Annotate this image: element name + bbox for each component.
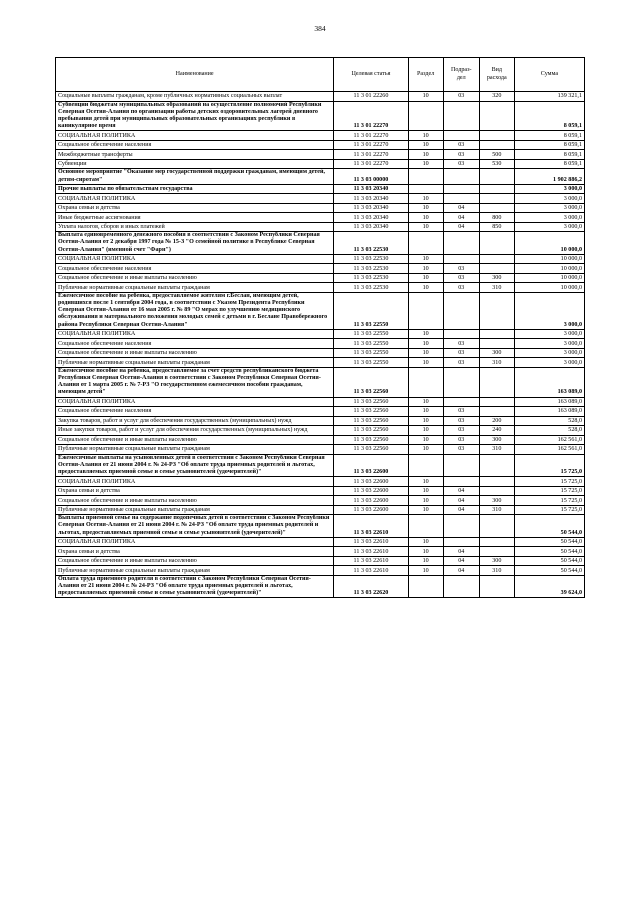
cell-target-article: 11 3 01 22270 bbox=[334, 159, 408, 169]
cell-subsection bbox=[443, 515, 479, 538]
cell-section: 10 bbox=[408, 486, 443, 496]
cell-name: Ежемесячное пособие на ребенка, предоставляемое жителям г.Беслан, имеющим детей, родившихся после 1 сентября 2004 года, в соответствии с Указом Президента Республики Северная Осетия-Алания от 16 мая 2005 г. № 89 "О мерах по улучшению медицинского обслуживания и материального положения молодых семей с детьми в г. Беслане Правобережного района Республики Северная Осетия-Алания" bbox=[56, 292, 334, 329]
cell-sum: 528,0 bbox=[514, 416, 584, 426]
cell-expense-kind: 310 bbox=[479, 566, 514, 576]
cell-sum: 3 000,0 bbox=[514, 339, 584, 349]
cell-section bbox=[408, 292, 443, 329]
table-row bbox=[56, 348, 585, 358]
table-row bbox=[56, 367, 585, 397]
cell-expense-kind bbox=[479, 184, 514, 194]
cell-target-article: 11 3 03 22600 bbox=[334, 477, 408, 487]
header-name: Наименование bbox=[56, 58, 334, 92]
cell-sum: 1 902 886,2 bbox=[514, 169, 584, 184]
cell-section: 10 bbox=[408, 477, 443, 487]
cell-section: 10 bbox=[408, 92, 443, 102]
cell-subsection: 03 bbox=[443, 445, 479, 455]
cell-name: Социальное обеспечение и иные выплаты населению bbox=[56, 435, 334, 445]
cell-name: Основное мероприятие "Оказание мер государственной поддержки гражданам, имеющим детей, детям-сиротам" bbox=[56, 169, 334, 184]
cell-name: Публичные нормативные социальные выплаты гражданам bbox=[56, 283, 334, 293]
cell-target-article: 11 3 03 20340 bbox=[334, 222, 408, 232]
cell-expense-kind bbox=[479, 367, 514, 397]
cell-target-article: 11 3 01 22260 bbox=[334, 92, 408, 102]
cell-name: СОЦИАЛЬНАЯ ПОЛИТИКА bbox=[56, 329, 334, 339]
cell-subsection: 03 bbox=[443, 407, 479, 417]
cell-expense-kind: 300 bbox=[479, 556, 514, 566]
header-sum: Сумма bbox=[514, 58, 584, 92]
table-row bbox=[56, 150, 585, 160]
cell-sum: 10 000,0 bbox=[514, 264, 584, 274]
cell-subsection: 03 bbox=[443, 92, 479, 102]
table-row bbox=[56, 537, 585, 547]
cell-subsection bbox=[443, 397, 479, 407]
cell-subsection: 04 bbox=[443, 505, 479, 515]
cell-sum: 10 000,0 bbox=[514, 283, 584, 293]
cell-section: 10 bbox=[408, 150, 443, 160]
cell-sum: 3 000,0 bbox=[514, 184, 584, 194]
cell-target-article: 11 3 03 22610 bbox=[334, 556, 408, 566]
cell-target-article: 11 3 03 22530 bbox=[334, 254, 408, 264]
cell-target-article: 11 3 03 20340 bbox=[334, 184, 408, 194]
table-row bbox=[56, 486, 585, 496]
cell-name: Публичные нормативные социальные выплаты гражданам bbox=[56, 566, 334, 576]
cell-target-article: 11 3 03 22560 bbox=[334, 445, 408, 455]
cell-section: 10 bbox=[408, 140, 443, 150]
cell-section bbox=[408, 232, 443, 255]
table-row bbox=[56, 264, 585, 274]
cell-subsection: 03 bbox=[443, 348, 479, 358]
cell-name: Уплата налогов, сборов и иных платежей bbox=[56, 222, 334, 232]
cell-section: 10 bbox=[408, 445, 443, 455]
cell-subsection: 04 bbox=[443, 547, 479, 557]
cell-section bbox=[408, 454, 443, 477]
cell-name: Ежемесячное пособие на ребенка, предоставляемое за счет средств республиканского бюджета Республики Северная Осетия-Алания в соответствии с Законом Республики Северная Осетия-Алания от 1 марта 2005 г. № 7-РЗ "О государственном ежемесячном пособии гражданам, имеющим детей" bbox=[56, 367, 334, 397]
cell-expense-kind: 310 bbox=[479, 445, 514, 455]
cell-expense-kind bbox=[479, 454, 514, 477]
cell-name: Публичные нормативные социальные выплаты гражданам bbox=[56, 505, 334, 515]
cell-subsection: 04 bbox=[443, 566, 479, 576]
cell-target-article: 11 3 03 22610 bbox=[334, 547, 408, 557]
cell-sum: 8 059,1 bbox=[514, 140, 584, 150]
cell-sum: 3 000,0 bbox=[514, 358, 584, 368]
cell-expense-kind bbox=[479, 169, 514, 184]
table-row bbox=[56, 131, 585, 141]
table-row bbox=[56, 169, 585, 184]
cell-subsection bbox=[443, 131, 479, 141]
cell-target-article: 11 3 03 22530 bbox=[334, 283, 408, 293]
cell-section: 10 bbox=[408, 426, 443, 436]
table-row bbox=[56, 273, 585, 283]
cell-expense-kind: 500 bbox=[479, 150, 514, 160]
table-row bbox=[56, 358, 585, 368]
table-row bbox=[56, 292, 585, 329]
table-row bbox=[56, 407, 585, 417]
table-row bbox=[56, 566, 585, 576]
cell-name: Публичные нормативные социальные выплаты гражданам bbox=[56, 445, 334, 455]
cell-name: Охрана семьи и детства bbox=[56, 547, 334, 557]
cell-section: 10 bbox=[408, 547, 443, 557]
cell-expense-kind: 300 bbox=[479, 435, 514, 445]
table-row bbox=[56, 222, 585, 232]
cell-name: Публичные нормативные социальные выплаты гражданам bbox=[56, 358, 334, 368]
cell-target-article: 11 3 03 22530 bbox=[334, 264, 408, 274]
cell-section: 10 bbox=[408, 566, 443, 576]
cell-target-article: 11 3 03 00000 bbox=[334, 169, 408, 184]
cell-target-article: 11 3 03 22530 bbox=[334, 273, 408, 283]
cell-expense-kind bbox=[479, 292, 514, 329]
cell-section: 10 bbox=[408, 194, 443, 204]
cell-subsection bbox=[443, 232, 479, 255]
cell-section: 10 bbox=[408, 339, 443, 349]
cell-name: Охрана семьи и детства bbox=[56, 203, 334, 213]
cell-target-article: 11 3 03 22530 bbox=[334, 232, 408, 255]
cell-subsection: 03 bbox=[443, 150, 479, 160]
header-subsection: Подраз- дел bbox=[443, 58, 479, 92]
table-row bbox=[56, 159, 585, 169]
cell-target-article: 11 3 03 22560 bbox=[334, 435, 408, 445]
cell-expense-kind: 310 bbox=[479, 283, 514, 293]
table-row bbox=[56, 184, 585, 194]
cell-expense-kind bbox=[479, 547, 514, 557]
cell-subsection bbox=[443, 367, 479, 397]
table-row bbox=[56, 254, 585, 264]
cell-target-article: 11 3 03 22600 bbox=[334, 496, 408, 506]
page-number: 384 bbox=[314, 24, 326, 33]
cell-name: Социальное обеспечение и иные выплаты населению bbox=[56, 273, 334, 283]
table-row bbox=[56, 92, 585, 102]
cell-target-article: 11 3 03 22550 bbox=[334, 358, 408, 368]
cell-name: Социальное обеспечение населения bbox=[56, 339, 334, 349]
cell-subsection: 03 bbox=[443, 426, 479, 436]
cell-expense-kind bbox=[479, 397, 514, 407]
cell-subsection: 04 bbox=[443, 486, 479, 496]
cell-expense-kind bbox=[479, 254, 514, 264]
cell-sum: 8 059,1 bbox=[514, 101, 584, 131]
cell-sum: 50 544,0 bbox=[514, 556, 584, 566]
cell-name: Социальное обеспечение и иные выплаты населению bbox=[56, 496, 334, 506]
cell-subsection bbox=[443, 329, 479, 339]
cell-expense-kind bbox=[479, 264, 514, 274]
cell-target-article: 11 3 03 22610 bbox=[334, 515, 408, 538]
cell-subsection bbox=[443, 184, 479, 194]
table-row bbox=[56, 556, 585, 566]
cell-target-article: 11 3 03 22610 bbox=[334, 566, 408, 576]
cell-subsection: 03 bbox=[443, 435, 479, 445]
header-section: Раздел bbox=[408, 58, 443, 92]
cell-section: 10 bbox=[408, 397, 443, 407]
cell-subsection bbox=[443, 575, 479, 598]
cell-section: 10 bbox=[408, 273, 443, 283]
cell-section: 10 bbox=[408, 435, 443, 445]
cell-subsection: 03 bbox=[443, 283, 479, 293]
cell-section: 10 bbox=[408, 556, 443, 566]
cell-name: Социальное обеспечение и иные выплаты населению bbox=[56, 348, 334, 358]
cell-expense-kind: 200 bbox=[479, 416, 514, 426]
cell-sum: 3 000,0 bbox=[514, 213, 584, 223]
table-row bbox=[56, 213, 585, 223]
cell-name: СОЦИАЛЬНАЯ ПОЛИТИКА bbox=[56, 131, 334, 141]
cell-expense-kind bbox=[479, 232, 514, 255]
cell-section: 10 bbox=[408, 496, 443, 506]
cell-target-article: 11 3 03 22560 bbox=[334, 426, 408, 436]
cell-subsection: 03 bbox=[443, 159, 479, 169]
cell-expense-kind bbox=[479, 131, 514, 141]
cell-sum: 50 544,0 bbox=[514, 547, 584, 557]
cell-sum: 15 725,0 bbox=[514, 477, 584, 487]
cell-subsection: 03 bbox=[443, 416, 479, 426]
cell-sum: 139 321,1 bbox=[514, 92, 584, 102]
cell-expense-kind bbox=[479, 537, 514, 547]
cell-section: 10 bbox=[408, 222, 443, 232]
cell-section: 10 bbox=[408, 505, 443, 515]
cell-sum: 3 000,0 bbox=[514, 203, 584, 213]
cell-sum: 50 544,0 bbox=[514, 515, 584, 538]
cell-name: Субвенции bbox=[56, 159, 334, 169]
cell-target-article: 11 3 03 20340 bbox=[334, 203, 408, 213]
cell-name: Охрана семьи и детства bbox=[56, 486, 334, 496]
cell-target-article: 11 3 01 22270 bbox=[334, 150, 408, 160]
table-row bbox=[56, 416, 585, 426]
cell-sum: 10 000,0 bbox=[514, 273, 584, 283]
cell-sum: 39 624,0 bbox=[514, 575, 584, 598]
cell-expense-kind bbox=[479, 407, 514, 417]
cell-expense-kind: 800 bbox=[479, 213, 514, 223]
cell-target-article: 11 3 03 22560 bbox=[334, 416, 408, 426]
cell-expense-kind bbox=[479, 575, 514, 598]
cell-expense-kind bbox=[479, 477, 514, 487]
cell-expense-kind: 320 bbox=[479, 92, 514, 102]
cell-subsection: 03 bbox=[443, 140, 479, 150]
cell-name: СОЦИАЛЬНАЯ ПОЛИТИКА bbox=[56, 254, 334, 264]
table-row bbox=[56, 329, 585, 339]
cell-expense-kind: 530 bbox=[479, 159, 514, 169]
cell-target-article: 11 3 03 22600 bbox=[334, 454, 408, 477]
cell-section: 10 bbox=[408, 329, 443, 339]
cell-subsection bbox=[443, 194, 479, 204]
table-row bbox=[56, 140, 585, 150]
cell-name: Прочие выплаты по обязательствам государства bbox=[56, 184, 334, 194]
cell-name: СОЦИАЛЬНАЯ ПОЛИТИКА bbox=[56, 194, 334, 204]
cell-subsection: 04 bbox=[443, 203, 479, 213]
cell-sum: 50 544,0 bbox=[514, 537, 584, 547]
header-target-article: Целевая статья bbox=[334, 58, 408, 92]
table-row bbox=[56, 283, 585, 293]
cell-subsection: 03 bbox=[443, 273, 479, 283]
cell-sum: 15 725,0 bbox=[514, 505, 584, 515]
cell-target-article: 11 3 01 22270 bbox=[334, 140, 408, 150]
cell-sum: 3 000,0 bbox=[514, 292, 584, 329]
cell-sum: 162 561,0 bbox=[514, 435, 584, 445]
table-row bbox=[56, 547, 585, 557]
cell-section: 10 bbox=[408, 131, 443, 141]
cell-section bbox=[408, 169, 443, 184]
cell-sum: 3 000,0 bbox=[514, 194, 584, 204]
cell-section: 10 bbox=[408, 203, 443, 213]
cell-sum: 163 089,0 bbox=[514, 397, 584, 407]
cell-name: Социальное обеспечение населения bbox=[56, 140, 334, 150]
cell-expense-kind bbox=[479, 101, 514, 131]
table-row bbox=[56, 232, 585, 255]
cell-target-article: 11 3 03 22550 bbox=[334, 329, 408, 339]
cell-name: Социальные выплаты гражданам, кроме публичных нормативных социальных выплат bbox=[56, 92, 334, 102]
cell-name: Ежемесячные выплаты на усыновленных детей в соответствии с Законом Республики Северная Осетия-Алания от 21 июня 2004 г. № 24-РЗ "Об оплате труда приемных родителей и льготах, предоставляемых приемной семье и семье усыновителей (удочерителей)" bbox=[56, 454, 334, 477]
table-row bbox=[56, 575, 585, 598]
table-row bbox=[56, 515, 585, 538]
cell-section: 10 bbox=[408, 416, 443, 426]
cell-name: Выплата единовременного денежного пособия в соответствии с Законом Республики Северная Осетия-Алания от 2 декабря 1997 года № 15-З "О семейной политике в Республике Северная Осетия-Алания" (именной счет "Фарн") bbox=[56, 232, 334, 255]
cell-target-article: 11 3 03 22560 bbox=[334, 397, 408, 407]
cell-subsection bbox=[443, 254, 479, 264]
cell-subsection: 03 bbox=[443, 358, 479, 368]
table-row bbox=[56, 496, 585, 506]
table-header-row bbox=[56, 58, 585, 92]
cell-name: Оплата труда приемного родителя в соответствии с Законом Республики Северная Осетия-Алания от 21 июня 2004 г. № 24-РЗ "Об оплате труда приемных родителей и льготах, предоставляемых приемной семье и семье усыновителей (удочерителей)" bbox=[56, 575, 334, 598]
cell-expense-kind: 300 bbox=[479, 273, 514, 283]
cell-name: Субвенции бюджетам муниципальных образований на осуществление полномочий Республики Северная Осетия-Алания по организации работы детских оздоровительных лагерей дневного пребывания детей при муниципальных образовательных организациях республики в каникулярное время bbox=[56, 101, 334, 131]
cell-expense-kind: 310 bbox=[479, 505, 514, 515]
cell-sum: 15 725,0 bbox=[514, 454, 584, 477]
table-row bbox=[56, 505, 585, 515]
cell-subsection bbox=[443, 477, 479, 487]
cell-sum: 15 725,0 bbox=[514, 486, 584, 496]
cell-subsection: 04 bbox=[443, 213, 479, 223]
budget-table bbox=[55, 57, 585, 598]
cell-name: Выплаты приемной семье на содержание подопечных детей в соответствии с Законом Республики Северная Осетия-Алания от 21 июня 2004 г. № 24-РЗ "Об оплате труда приемных родителей и льготах, предоставляемых приемной семье и семье усыновителей (удочерителей)" bbox=[56, 515, 334, 538]
cell-expense-kind bbox=[479, 194, 514, 204]
cell-subsection bbox=[443, 101, 479, 131]
cell-sum: 3 000,0 bbox=[514, 222, 584, 232]
header-expense-kind: Вид расхода bbox=[479, 58, 514, 92]
cell-section: 10 bbox=[408, 348, 443, 358]
cell-sum: 8 059,1 bbox=[514, 131, 584, 141]
cell-target-article: 11 3 01 22270 bbox=[334, 101, 408, 131]
cell-sum: 8 059,1 bbox=[514, 159, 584, 169]
cell-sum: 163 089,0 bbox=[514, 367, 584, 397]
cell-subsection bbox=[443, 169, 479, 184]
cell-target-article: 11 3 03 22600 bbox=[334, 486, 408, 496]
cell-target-article: 11 3 03 22560 bbox=[334, 367, 408, 397]
cell-target-article: 11 3 03 22550 bbox=[334, 348, 408, 358]
cell-subsection bbox=[443, 537, 479, 547]
cell-subsection: 03 bbox=[443, 264, 479, 274]
cell-name: СОЦИАЛЬНАЯ ПОЛИТИКА bbox=[56, 537, 334, 547]
cell-expense-kind bbox=[479, 329, 514, 339]
table-row bbox=[56, 445, 585, 455]
cell-expense-kind bbox=[479, 203, 514, 213]
cell-name: Социальное обеспечение населения bbox=[56, 407, 334, 417]
cell-target-article: 11 3 03 22600 bbox=[334, 505, 408, 515]
cell-target-article: 11 3 03 22560 bbox=[334, 407, 408, 417]
table-row bbox=[56, 203, 585, 213]
cell-section: 10 bbox=[408, 159, 443, 169]
cell-name: Иные бюджетные ассигнования bbox=[56, 213, 334, 223]
cell-section bbox=[408, 184, 443, 194]
cell-subsection bbox=[443, 454, 479, 477]
cell-target-article: 11 3 03 22610 bbox=[334, 537, 408, 547]
cell-name: СОЦИАЛЬНАЯ ПОЛИТИКА bbox=[56, 397, 334, 407]
cell-name: Социальное обеспечение населения bbox=[56, 264, 334, 274]
table-row bbox=[56, 339, 585, 349]
cell-expense-kind: 300 bbox=[479, 496, 514, 506]
cell-expense-kind bbox=[479, 339, 514, 349]
cell-target-article: 11 3 03 22550 bbox=[334, 339, 408, 349]
cell-section bbox=[408, 101, 443, 131]
cell-section bbox=[408, 575, 443, 598]
cell-subsection: 03 bbox=[443, 339, 479, 349]
cell-expense-kind bbox=[479, 140, 514, 150]
table-row bbox=[56, 454, 585, 477]
cell-subsection: 04 bbox=[443, 556, 479, 566]
cell-sum: 3 000,0 bbox=[514, 348, 584, 358]
table-row bbox=[56, 477, 585, 487]
table-row bbox=[56, 426, 585, 436]
cell-subsection bbox=[443, 292, 479, 329]
cell-sum: 163 089,0 bbox=[514, 407, 584, 417]
cell-name: Закупка товаров, работ и услуг для обеспечения государственных (муниципальных) нужд bbox=[56, 416, 334, 426]
cell-expense-kind bbox=[479, 515, 514, 538]
cell-section: 10 bbox=[408, 283, 443, 293]
cell-expense-kind: 240 bbox=[479, 426, 514, 436]
cell-expense-kind: 300 bbox=[479, 348, 514, 358]
cell-section: 10 bbox=[408, 537, 443, 547]
cell-section: 10 bbox=[408, 407, 443, 417]
cell-section: 10 bbox=[408, 264, 443, 274]
cell-subsection: 04 bbox=[443, 496, 479, 506]
cell-expense-kind: 850 bbox=[479, 222, 514, 232]
cell-sum: 10 000,0 bbox=[514, 254, 584, 264]
cell-sum: 528,0 bbox=[514, 426, 584, 436]
cell-name: Социальное обеспечение и иные выплаты населению bbox=[56, 556, 334, 566]
cell-sum: 162 561,0 bbox=[514, 445, 584, 455]
cell-name: Иные закупки товаров, работ и услуг для обеспечения государственных (муниципальных) нужд bbox=[56, 426, 334, 436]
table-row bbox=[56, 101, 585, 131]
cell-sum: 3 000,0 bbox=[514, 329, 584, 339]
cell-target-article: 11 3 03 22620 bbox=[334, 575, 408, 598]
cell-expense-kind bbox=[479, 486, 514, 496]
cell-sum: 50 544,0 bbox=[514, 566, 584, 576]
cell-name: Межбюджетные трансферты bbox=[56, 150, 334, 160]
table-row bbox=[56, 435, 585, 445]
table-row bbox=[56, 194, 585, 204]
cell-sum: 15 725,0 bbox=[514, 496, 584, 506]
cell-subsection: 04 bbox=[443, 222, 479, 232]
cell-target-article: 11 3 01 22270 bbox=[334, 131, 408, 141]
cell-target-article: 11 3 03 22550 bbox=[334, 292, 408, 329]
cell-sum: 8 059,1 bbox=[514, 150, 584, 160]
cell-section bbox=[408, 367, 443, 397]
cell-section: 10 bbox=[408, 213, 443, 223]
cell-section bbox=[408, 515, 443, 538]
table-row bbox=[56, 397, 585, 407]
cell-section: 10 bbox=[408, 254, 443, 264]
cell-section: 10 bbox=[408, 358, 443, 368]
cell-expense-kind: 310 bbox=[479, 358, 514, 368]
cell-target-article: 11 3 03 20340 bbox=[334, 213, 408, 223]
cell-sum: 10 000,0 bbox=[514, 232, 584, 255]
cell-target-article: 11 3 03 20340 bbox=[334, 194, 408, 204]
cell-name: СОЦИАЛЬНАЯ ПОЛИТИКА bbox=[56, 477, 334, 487]
